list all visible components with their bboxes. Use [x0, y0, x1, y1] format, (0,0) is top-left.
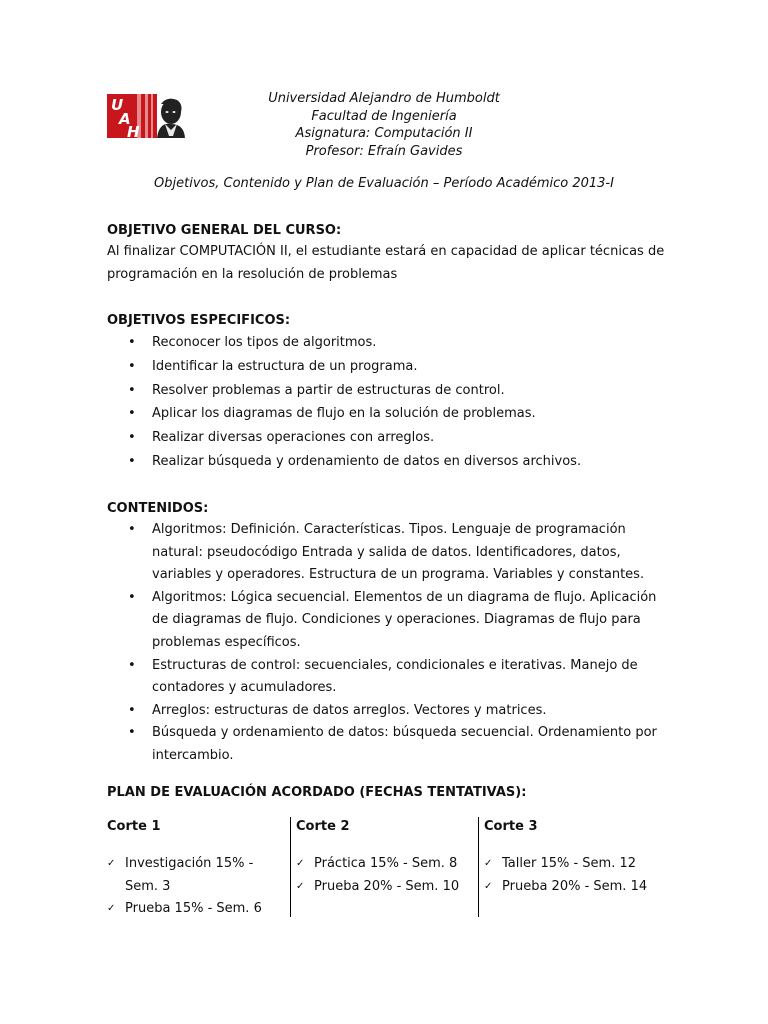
svg-text:A: A: [119, 110, 131, 128]
corte-2-title: Corte 2: [296, 819, 350, 834]
document-header: [180, 90, 588, 160]
university-name: Universidad Alejandro de Humboldt: [268, 91, 500, 106]
evaluation-item: ✓ Taller 15% - Sem. 12: [484, 853, 664, 876]
general-objective-text: Al finalizar COMPUTACIÓN II, el estudiante estará en capacidad de aplicar técnicas de programación en la resolución de problemas: [107, 244, 665, 282]
corte-1-column: [107, 817, 287, 917]
list-item: • Resolver problemas a partir de estructuras de control.: [107, 382, 672, 399]
list-item: • Búsqueda y ordenamiento de datos: búsqueda secuencial. Ordenamiento por intercambio.: [107, 722, 672, 767]
document-subtitle: Objetivos, Contenido y Plan de Evaluación – Período Académico 2013-I: [154, 176, 614, 191]
faculty-name: Facultad de Ingeniería: [311, 108, 457, 124]
specific-objectives-list: [107, 334, 672, 477]
list-item: • Estructuras de control: secuenciales, condicionales e iterativas. Manejo de contadores y acumuladores.: [107, 655, 672, 700]
evaluation-heading: PLAN DE EVALUACIÓN ACORDADO (FECHAS TENTATIVAS):: [107, 785, 527, 800]
professor-name: Profesor: Efraín Gavides: [305, 143, 463, 159]
contents-heading: CONTENIDOS:: [107, 501, 209, 516]
list-item: • Realizar diversas operaciones con arreglos.: [107, 429, 672, 446]
evaluation-item: ✓ Práctica 15% - Sem. 8: [296, 853, 476, 876]
evaluation-item: ✓ Prueba 20% - Sem. 10: [296, 876, 476, 899]
evaluation-item: ✓ Investigación 15% - Sem. 3: [107, 853, 287, 898]
list-item: • Realizar búsqueda y ordenamiento de datos en diversos archivos.: [107, 453, 672, 470]
evaluation-item: ✓ Prueba 15% - Sem. 6: [107, 898, 287, 921]
general-objective-heading: OBJETIVO GENERAL DEL CURSO:: [107, 223, 342, 238]
university-logo: [107, 94, 185, 138]
evaluation-item: ✓ Prueba 20% - Sem. 14: [484, 876, 664, 899]
list-item: • Reconocer los tipos de algoritmos.: [107, 334, 672, 351]
list-item: • Algoritmos: Definición. Características. Tipos. Lenguaje de programación natural: pseudocódigo Entrada y salida de datos. Identificadores, datos, variables y operadores. Estructura de un programa. Variables y constantes.: [107, 519, 672, 587]
svg-text:H: H: [127, 123, 140, 138]
list-item: • Algoritmos: Lógica secuencial. Elementos de un diagrama de flujo. Aplicación de diagramas de flujo. Condiciones y operaciones. Diagramas de flujo para problemas específicos.: [107, 587, 672, 655]
svg-text:U: U: [111, 96, 124, 114]
corte-3-column: [478, 817, 664, 917]
specific-objectives-heading: OBJETIVOS ESPECIFICOS:: [107, 313, 291, 328]
list-item: • Aplicar los diagramas de flujo en la solución de problemas.: [107, 405, 672, 422]
contents-list: [107, 519, 672, 768]
corte-1-title: Corte 1: [107, 819, 161, 834]
subject-name: Asignatura: Computación II: [295, 126, 473, 141]
corte-3-title: Corte 3: [484, 819, 538, 834]
corte-2-column: [290, 817, 476, 917]
evaluation-table: [107, 817, 667, 917]
list-item: • Identificar la estructura de un programa.: [107, 358, 672, 375]
list-item: • Arreglos: estructuras de datos arreglos. Vectores y matrices.: [107, 700, 672, 723]
